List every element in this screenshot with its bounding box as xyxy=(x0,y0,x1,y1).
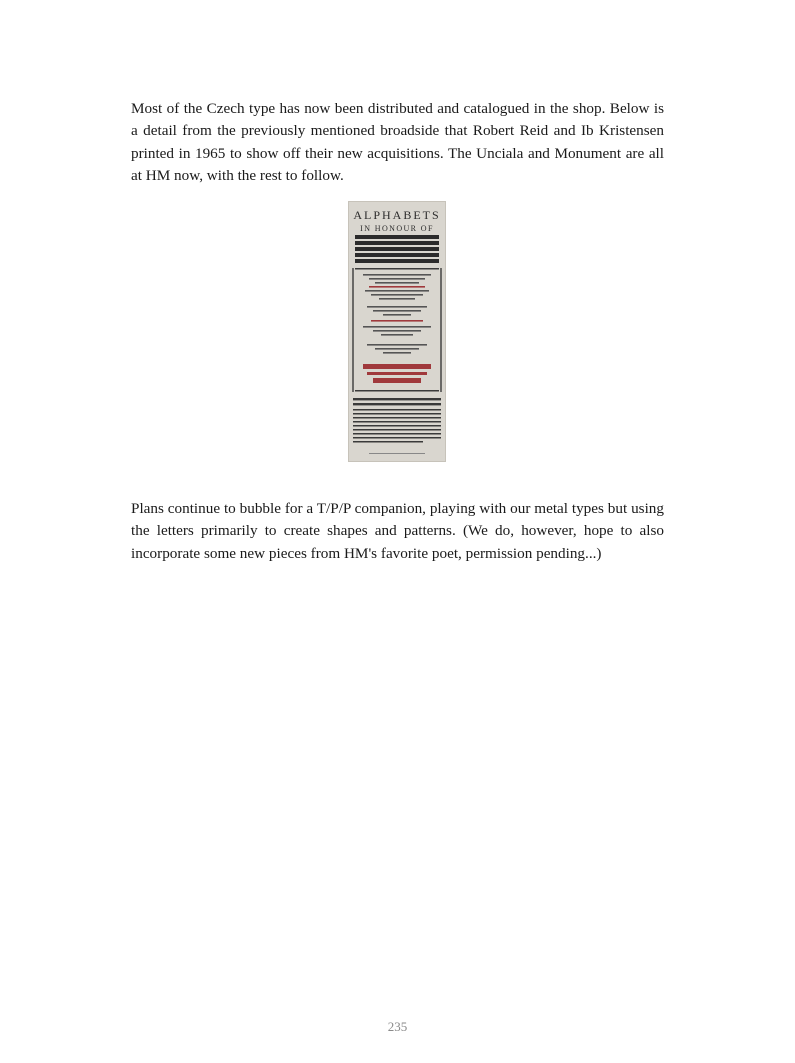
broadside-headline: ALPHABETS xyxy=(353,208,441,222)
page-number: 235 xyxy=(387,1019,408,1034)
broadside-photo xyxy=(348,201,446,462)
broadside-subhead: IN HONOUR OF xyxy=(360,224,434,233)
body-paragraph: Most of the Czech type has now been distributed and catalogued in the shop. Below is a detail from the previously mentioned broadside that Robert Reid and Ib Kristensen printed in 1965 to show off their new acquisitions. The Unciala and Monument are all at HM now, with the rest to follow. xyxy=(131,100,664,185)
broadside-image xyxy=(349,202,445,461)
body-paragraph: Plans continue to bubble for a T/P/P companion, playing with our metal types but using the letters primarily to create shapes and patterns. (We do, however, hope to also incorporate some new pieces from HM's favorite poet, permission pending...) xyxy=(131,500,664,562)
